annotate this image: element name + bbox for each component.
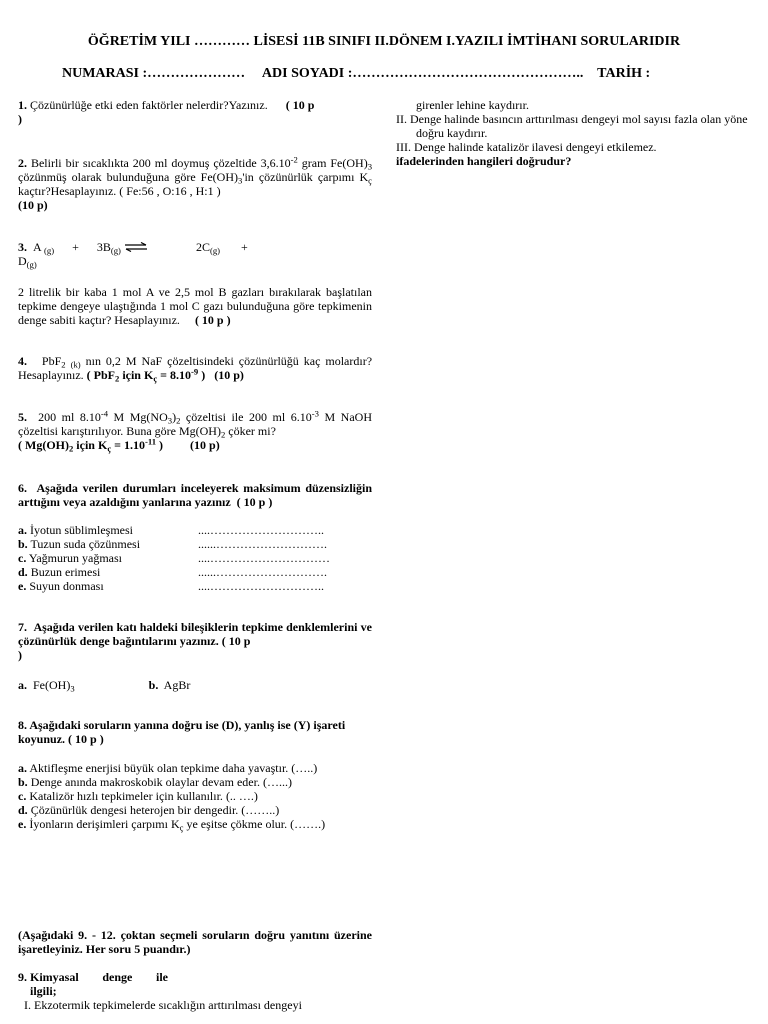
list-item (18, 775, 372, 789)
question-number: 5. (18, 410, 27, 424)
item-letter: c. (18, 551, 27, 565)
item-label: Tuzun suda çözünmesi (30, 537, 141, 551)
item-sub: ç (179, 822, 184, 833)
statement-2: II. Denge halinde basıncın arttırılması dengeyi mol sayısı fazla olan yöne doğru kaydırır. (396, 112, 748, 140)
list-item (18, 803, 372, 817)
statement-3: III. Denge halinde katalizör ilavesi dengeyi etkilemez. (396, 140, 657, 154)
item-letter: b. (18, 537, 28, 551)
list-item (18, 537, 372, 551)
question-number: 3. (18, 240, 27, 254)
item-letter: e. (18, 579, 27, 593)
q9-word: Kimyasal (30, 970, 79, 984)
state-label: (g) (110, 245, 121, 256)
q5-sub: 2 (176, 415, 181, 426)
q5-sub: 3 (167, 415, 173, 426)
q2-sub: ç (368, 175, 372, 186)
right-column (396, 98, 756, 168)
item-letter: b. (148, 678, 159, 692)
state-label: (g) (44, 245, 55, 256)
item-text: Denge anında makroskobik olaylar devam eder. (30, 775, 260, 789)
q2-text: 'in çözünürlük çarpımı K (242, 170, 369, 184)
question-text: Çözünürlüğe etki eden faktörler nelerdir?Yazınız. (30, 98, 268, 112)
question-points-end: ) (18, 112, 22, 126)
answer-blank[interactable]: (…….) (290, 817, 326, 831)
q9-word: ile (155, 970, 168, 984)
question-4 (18, 354, 372, 382)
question-8-items (18, 761, 372, 831)
item-text: İyonların derişimleri çarpımı K (29, 817, 180, 831)
q2-exp: -2 (290, 154, 298, 165)
item-letter: d. (18, 803, 28, 817)
answer-blank[interactable]: ....……………………….. (198, 579, 324, 593)
answer-blank[interactable]: ......………………………. (198, 537, 327, 551)
question-points: ( 10 p ) (68, 732, 104, 746)
answer-blank[interactable]: ....……………………….. (198, 523, 324, 537)
answer-blank[interactable]: (…..) (291, 761, 318, 775)
equilibrium-arrow-icon (124, 242, 148, 252)
question-7-parts (18, 678, 372, 692)
list-item (18, 789, 372, 803)
item-letter: c. (18, 789, 27, 803)
question-3 (18, 240, 372, 268)
q2-text: gram Fe(OH) (301, 156, 368, 170)
product-d: D (18, 254, 27, 268)
statement-1-continued: girenler lehine kaydırır. (416, 98, 529, 112)
answer-blank[interactable]: (…...) (262, 775, 292, 789)
q2-sub: 3 (367, 161, 373, 172)
list-item (18, 551, 372, 565)
plus-sign: + (241, 240, 248, 254)
q2-text: Belirli bir sıcaklıkta 200 ml doymuş çözeltide 3,6.10 (30, 156, 291, 170)
q5-constant: ( $Mg(OH)_2$ için $K_ç = 1.10^{-11}$ ) (18, 436, 164, 454)
date-field[interactable]: TARİH : (597, 66, 651, 81)
q4-text: nın 0,2 M NaF çözeltisindeki çözünürlüğü kaç molardır? Hesaplayınız. (18, 354, 373, 382)
item-text: ye eşitse çökme olur. (183, 817, 288, 831)
question-7 (18, 620, 372, 662)
question-6-items (18, 523, 372, 593)
list-item (18, 565, 372, 579)
question-number: 8. (18, 718, 27, 732)
student-name-field[interactable]: ADI SOYADI :………………………………………….. (261, 66, 584, 81)
item-label: Buzun erimesi (30, 565, 101, 579)
question-1 (18, 98, 372, 126)
q2-text: çözünmüş olarak bulunduğuna göre Fe(OH) (18, 170, 238, 184)
item-label: Yağmurun yağması (28, 551, 123, 565)
q5-text: ) (172, 410, 177, 424)
state-label: (k) (70, 359, 81, 370)
answer-blank[interactable]: (……..) (241, 803, 280, 817)
question-text: Aşağıda verilen durumları inceleyerek maksimum düzensizliğin arttığını veya azaldığını yanlarına yazınız (18, 481, 373, 509)
q5-sub: 2 (220, 429, 226, 440)
item-label: Suyun donması (29, 579, 104, 593)
question-6 (18, 481, 372, 509)
state-label: (g) (26, 259, 37, 270)
list-item (18, 579, 372, 593)
question-text: Aşağıda verilen katı haldeki bileşiklerin tepkime denklemlerini ve çözünürlük denge bağıntılarını yazınız. (18, 620, 373, 648)
q5-text: M NaOH çözeltisi karıştırılıyor. Buna göre Mg(OH) (18, 410, 372, 438)
question-points: ( 10 p (221, 634, 251, 648)
item-letter: a. (18, 761, 27, 775)
question-text: 2 litrelik bir kaba 1 mol A ve 2,5 mol B gazları bırakılarak başlatılan tepkime dengeye ulaştığında 1 mol C gazı bulunduğuna göre tepkimenin denge sabiti kaçtır? Hesaplayınız. (18, 285, 372, 327)
q5-text: M Mg(NO (108, 410, 168, 424)
item-label: İyotun süblimleşmesi (30, 523, 133, 537)
student-info-row (62, 66, 722, 82)
answer-blank[interactable]: (.. ….) (225, 789, 258, 803)
q2-text: kaçtır?Hesaplayınız. ( Fe:56 , O:16 , H:1 ) (18, 184, 221, 198)
question-number: 7. (18, 620, 27, 634)
q4-sub: 2 (61, 359, 66, 370)
reactant-b: 3B (96, 240, 111, 254)
item-letter: b. (18, 775, 28, 789)
question-prompt: ifadelerinden hangileri doğrudur? (396, 154, 572, 168)
item-letter: a. (18, 523, 27, 537)
q4-constant: ( PbF$_2$ için $K_ç = 8.10^{-9}$ ) (86, 366, 206, 384)
product-c: 2C (195, 240, 210, 254)
q5-text: çöker mi? (225, 424, 276, 438)
question-points: (10 p) (214, 368, 244, 382)
q5-text: 200 ml 8.10 (38, 410, 101, 424)
list-item (18, 523, 372, 537)
item-letter: e. (18, 817, 27, 831)
question-9 (18, 970, 372, 998)
reactant-a: A (33, 240, 42, 254)
question-points: ( 10 p ) (194, 313, 231, 327)
q5-exp: -4 (100, 408, 109, 419)
question-5 (18, 410, 372, 452)
q2-sub: 3 (238, 175, 243, 186)
question-2 (18, 156, 372, 212)
list-item (18, 817, 372, 831)
q9-heading (18, 970, 168, 984)
student-number-field[interactable]: NUMARASI :………………… (62, 66, 246, 81)
question-number: 4. (18, 354, 27, 368)
exam-title: ÖĞRETİM YILI ………… LİSESİ 11B SINIFI II.DÖNEM I.YAZILI İMTİHANI SORULARIDIR (87, 34, 681, 49)
compound-sub: 3 (70, 683, 75, 694)
q5-text: çözeltisi ile 200 ml 6.10 (180, 410, 312, 424)
compound-label: Fe(OH) (33, 678, 71, 692)
question-points: ( 10 p ) (236, 495, 273, 509)
q9-word: denge (102, 970, 133, 984)
question-number: 2. (18, 156, 27, 170)
list-item (18, 761, 372, 775)
plus-sign: + (72, 240, 79, 254)
state-label: (g) (209, 245, 221, 256)
item-letter: d. (18, 565, 28, 579)
item-letter: a. (18, 678, 27, 692)
answer-blank[interactable]: ....………………………… (198, 551, 330, 565)
item-text: Aktifleşme enerjisi büyük olan tepkime daha yavaştır. (29, 761, 289, 775)
question-points: ( 10 p (285, 98, 315, 112)
compound-label: AgBr (163, 678, 191, 692)
question-number: 9. (18, 970, 27, 984)
item-text: Katalizör hızlı tepkimeler için kullanılır. (29, 789, 223, 803)
item-text: Çözünürlük dengesi heterojen bir dengedir. (30, 803, 239, 817)
question-points: (10 p) (18, 198, 48, 212)
q9-word: ilgili; (30, 984, 57, 998)
question-points-end: ) (18, 648, 22, 662)
answer-blank[interactable]: ......………………………. (198, 565, 327, 579)
q5-exp: -3 (311, 408, 319, 419)
multiple-choice-note: (Aşağıdaki 9. - 12. çoktan seçmeli soruların doğru yanıtını üzerine işaretleyiniz. Her soru 5 puandır.) (18, 928, 372, 956)
question-points: (10 p) (190, 438, 220, 452)
question-3-body (18, 285, 372, 327)
question-number: 6. (18, 481, 27, 495)
statement-1: I. Ekzotermik tepkimelerde sıcaklığın arttırılması dengeyi (24, 998, 302, 1012)
question-text: Aşağıdaki soruların yanına doğru ise (D), yanlış ise (Y) işareti koyunuz. (18, 718, 346, 746)
q4-text: PbF (41, 354, 62, 368)
question-8 (18, 718, 372, 746)
question-number: 1. (18, 98, 27, 112)
